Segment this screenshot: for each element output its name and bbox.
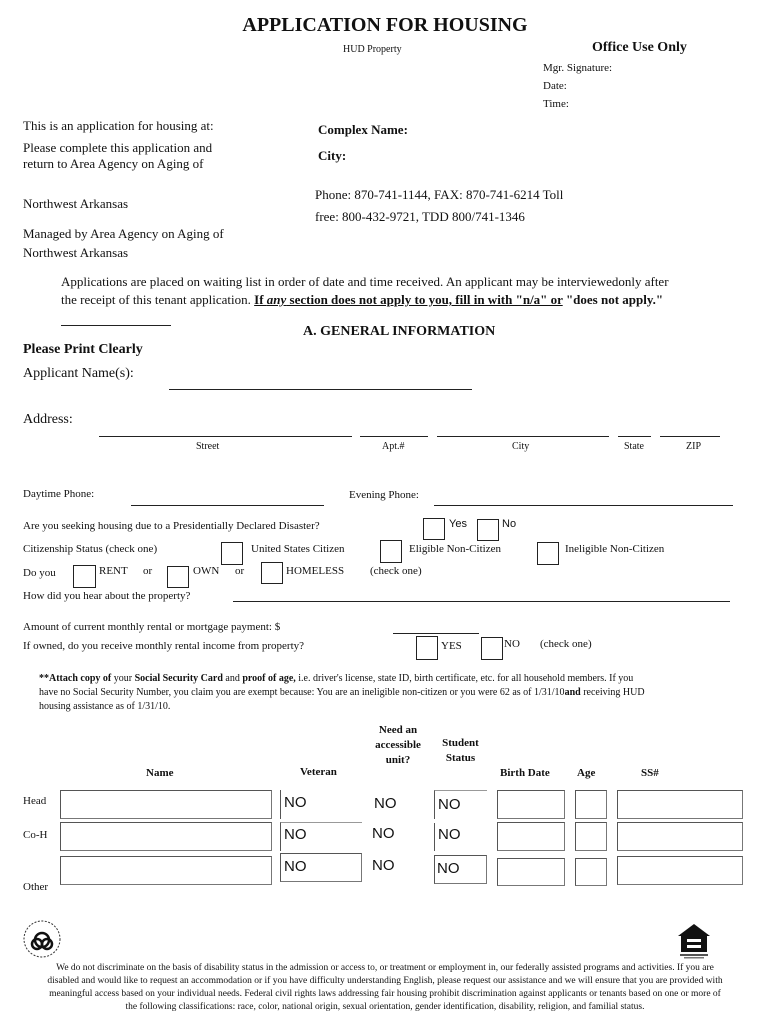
rent-checkbox[interactable] [73, 565, 96, 588]
intro-line-1: This is an application for housing at: [23, 118, 214, 133]
applicant-names-label: Applicant Name(s): [23, 366, 134, 381]
ineligible-non-citizen-checkbox[interactable] [537, 542, 559, 565]
homeless-checkbox[interactable] [261, 562, 283, 584]
divider [61, 325, 171, 326]
head-ss-field[interactable] [617, 790, 743, 819]
col-veteran-header: Veteran [300, 766, 337, 778]
disaster-yes-label: Yes [449, 518, 467, 530]
coh-birthdate-field[interactable] [497, 822, 565, 851]
own-label: OWN [193, 565, 220, 577]
section-a-heading: A. GENERAL INFORMATION [303, 324, 496, 339]
own-checkbox[interactable] [167, 566, 189, 588]
other-student-value: NO [437, 860, 460, 877]
coh-name-field[interactable] [60, 822, 272, 851]
coh-age-field[interactable] [575, 822, 607, 851]
other-veteran-field[interactable] [280, 853, 362, 882]
city-caption: City [512, 441, 530, 452]
address-label: Address: [23, 412, 73, 427]
attach-line-1: **Attach copy of your Social Security Card and proof of age, i.e. driver's license, state ID, birth certificate, etc. for all household members. If you [39, 673, 634, 684]
homeless-label: HOMELESS [286, 565, 345, 577]
head-student-value: NO [438, 796, 461, 813]
coh-ss-field[interactable] [617, 822, 743, 851]
head-veteran-field[interactable] [280, 790, 362, 819]
state-caption: State [624, 441, 644, 452]
apt-caption: Apt.# [382, 441, 405, 452]
daytime-phone-label: Daytime Phone: [23, 488, 95, 500]
rental-income-no-checkbox[interactable] [481, 637, 503, 660]
notice-line-1: Applications are placed on waiting list in order of date and time received. An applicant may be interviewedonly after [61, 274, 669, 289]
col-student-header: Student Status [442, 737, 479, 764]
other-student-field[interactable] [434, 855, 487, 884]
citizenship-label: Citizenship Status (check one) [23, 543, 158, 555]
eligible-non-citizen-label: Eligible Non-Citizen [409, 543, 501, 555]
attach-line-2: have no Social Security Number, you claim you are exempt because: You are an ineligible non-citizen or you were 62 as of 1/31/10and receiving HUD [39, 687, 645, 698]
row-label-other: Other [23, 881, 49, 893]
zip-field[interactable] [660, 436, 720, 437]
evening-phone-label: Evening Phone: [349, 489, 419, 501]
time-label: Time: [543, 98, 569, 110]
heard-question: How did you hear about the property? [23, 590, 191, 602]
eligible-non-citizen-checkbox[interactable] [380, 540, 402, 563]
street-field[interactable] [99, 436, 352, 437]
evening-phone-field[interactable] [434, 505, 733, 506]
city-field[interactable] [437, 436, 609, 437]
daytime-phone-field[interactable] [131, 505, 324, 506]
applicant-names-field[interactable] [169, 389, 472, 390]
ineligible-non-citizen-label: Ineligible Non-Citizen [565, 543, 665, 555]
check-one-hint-2: (check one) [540, 638, 592, 650]
disaster-no-label: No [502, 518, 517, 530]
other-age-field[interactable] [575, 858, 607, 886]
coh-accessible-value[interactable]: NO [372, 825, 395, 842]
intro-line-6: Northwest Arkansas [23, 245, 129, 260]
print-clearly: Please Print Clearly [23, 342, 143, 357]
col-birthdate-header: Birth Date [500, 767, 550, 779]
other-birthdate-field[interactable] [497, 858, 565, 886]
subtitle: HUD Property [343, 44, 402, 55]
intro-line-3: return to Area Agency on Aging of [23, 156, 204, 171]
head-accessible-value[interactable]: NO [374, 795, 397, 812]
rent-label: RENT [99, 565, 128, 577]
rental-income-question: If owned, do you receive monthly rental income from property? [23, 640, 305, 652]
col-accessible-header: Need an accessible unit? [375, 724, 421, 766]
complex-name-label: Complex Name: [318, 122, 408, 137]
disaster-yes-checkbox[interactable] [423, 518, 445, 540]
street-caption: Street [196, 441, 220, 452]
disaster-question: Are you seeking housing due to a Presidentially Declared Disaster? [23, 520, 320, 532]
coh-veteran-value: NO [284, 826, 307, 843]
notice-line-2: the receipt of this tenant application. If any section does not apply to you, fill in with "n/a" or "does not apply." [61, 292, 664, 307]
coh-student-field[interactable] [434, 823, 487, 851]
intro-line-5: Managed by Area Agency on Aging of [23, 226, 224, 241]
us-citizen-checkbox[interactable] [221, 542, 243, 565]
rental-amount-label: Amount of current monthly rental or mortgage payment: $ [23, 621, 281, 633]
state-field[interactable] [618, 436, 651, 437]
agency-seal-icon [22, 919, 62, 959]
attach-line-3: housing assistance as of 1/31/10. [39, 701, 171, 712]
apt-field[interactable] [360, 436, 428, 437]
or-text-2: or [235, 565, 245, 577]
other-accessible-value[interactable]: NO [372, 857, 395, 874]
zip-caption: ZIP [686, 441, 701, 452]
other-name-field[interactable] [60, 856, 272, 885]
head-age-field[interactable] [575, 790, 607, 819]
phone-line-2: free: 800-432-9721, TDD 800/741-1346 [315, 209, 525, 224]
intro-line-2: Please complete this application and [23, 140, 213, 155]
rental-amount-field[interactable] [393, 633, 479, 634]
do-you-label: Do you [23, 567, 56, 579]
head-veteran-value: NO [284, 794, 307, 811]
rental-income-yes-label: YES [441, 640, 462, 652]
col-name-header: Name [146, 767, 174, 779]
non-discrimination-notice: We do not discriminate on the basis of disability status in the admission or access to, or treatment or employment in, our federally assisted programs and activities. If you are disabled and would like to request an accommodation or if you have difficulty understanding English, please request our assistance and we will ensure that you are provided with meaningful access based on your individual needs. Federal civil rights laws addressing fair housing prohibit discrimination against applicants or tenants based on one or more of the following classifications: race, color, national origin, sexual orientation, gender identification, disability, religion, and familial status. [47, 963, 723, 1012]
other-veteran-value: NO [284, 858, 307, 875]
us-citizen-label: United States Citizen [251, 543, 345, 555]
rental-income-no-label: NO [504, 638, 520, 650]
head-birthdate-field[interactable] [497, 790, 565, 819]
phone-line-1: Phone: 870-741-1144, FAX: 870-741-6214 Toll [315, 187, 564, 202]
page-title: APPLICATION FOR HOUSING [242, 14, 528, 36]
mgr-signature-label: Mgr. Signature: [543, 62, 613, 74]
equal-housing-icon [676, 922, 712, 960]
disaster-no-checkbox[interactable] [477, 519, 499, 541]
row-label-head: Head [23, 795, 47, 807]
date-label: Date: [543, 80, 567, 92]
col-age-header: Age [577, 767, 596, 779]
city-label: City: [318, 148, 347, 163]
head-name-field[interactable] [60, 790, 272, 819]
rental-income-yes-checkbox[interactable] [416, 636, 438, 660]
row-label-coh: Co-H [23, 829, 48, 841]
coh-veteran-field[interactable] [280, 822, 362, 851]
check-one-hint-1: (check one) [370, 565, 422, 577]
or-text-1: or [143, 565, 153, 577]
intro-line-4: Northwest Arkansas [23, 196, 129, 211]
col-ss-header: SS# [641, 767, 659, 779]
office-use-heading: Office Use Only [592, 40, 687, 55]
heard-field[interactable] [233, 601, 730, 602]
other-ss-field[interactable] [617, 856, 743, 885]
coh-student-value: NO [438, 826, 461, 843]
head-student-field[interactable] [434, 790, 487, 819]
